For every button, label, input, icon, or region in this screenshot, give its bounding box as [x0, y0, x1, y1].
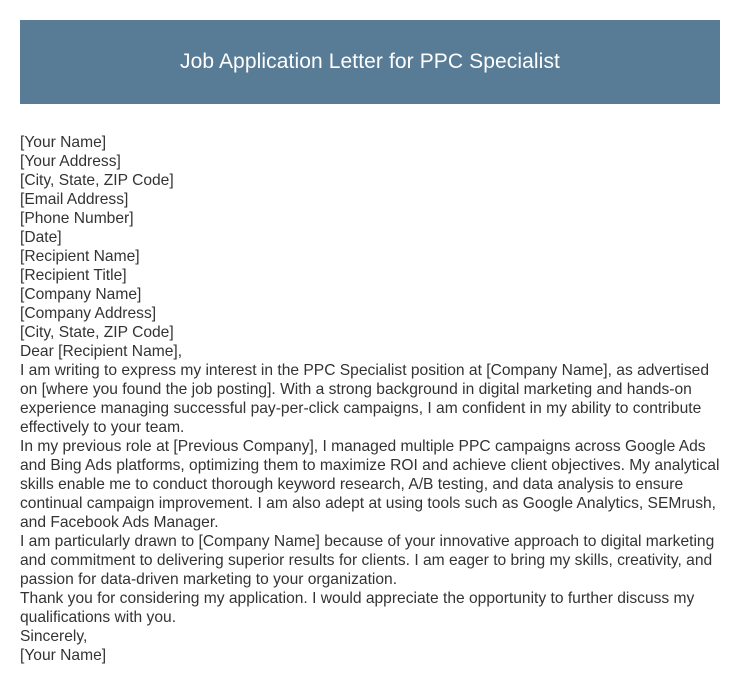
company-address: [Company Address]: [20, 305, 157, 322]
sender-email: [Email Address]: [20, 191, 129, 208]
title-banner: [20, 20, 720, 104]
letter-body: [20, 133, 722, 665]
company-city-state-zip: [City, State, ZIP Code]: [20, 324, 174, 341]
closing: Sincerely,: [20, 628, 88, 645]
signature: [Your Name]: [20, 647, 107, 664]
company-name: [Company Name]: [20, 286, 142, 303]
paragraph-experience: In my previous role at [Previous Company], I managed multiple PPC campaigns across Google Ads and Bing Ads platforms, optimizing them to maximize ROI and achieve client objectives. My analytical skills enable me to conduct thorough keyword research, A/B testing, and data analysis to ensure continual campaign improvement. I am also adept at using tools such as Google Analytics, SEMrush, and Facebook Ads Manager.: [20, 438, 720, 531]
paragraph-intro: I am writing to express my interest in the PPC Specialist position at [Company Name], as advertised on [where you found the job posting]. With a strong background in digital marketing and hands-on experience managing successful pay-per-click campaigns, I am confident in my ability to contribute effectively to your team.: [20, 362, 710, 436]
salutation: Dear [Recipient Name],: [20, 343, 183, 360]
sender-name: [Your Name]: [20, 134, 107, 151]
letter-date: [Date]: [20, 229, 62, 246]
recipient-name: [Recipient Name]: [20, 248, 140, 265]
sender-address: [Your Address]: [20, 153, 121, 170]
sender-phone: [Phone Number]: [20, 210, 134, 227]
paragraph-thanks: Thank you for considering my application. I would appreciate the opportunity to further discuss my qualifications with you.: [20, 590, 695, 626]
recipient-title: [Recipient Title]: [20, 267, 127, 284]
paragraph-motivation: I am particularly drawn to [Company Name] because of your innovative approach to digital marketing and commitment to delivering superior results for clients. I am eager to bring my skills, creativity, and passion for data-driven marketing to your organization.: [20, 533, 715, 588]
sender-city-state-zip: [City, State, ZIP Code]: [20, 172, 174, 189]
page-title: Job Application Letter for PPC Specialist: [180, 50, 560, 73]
